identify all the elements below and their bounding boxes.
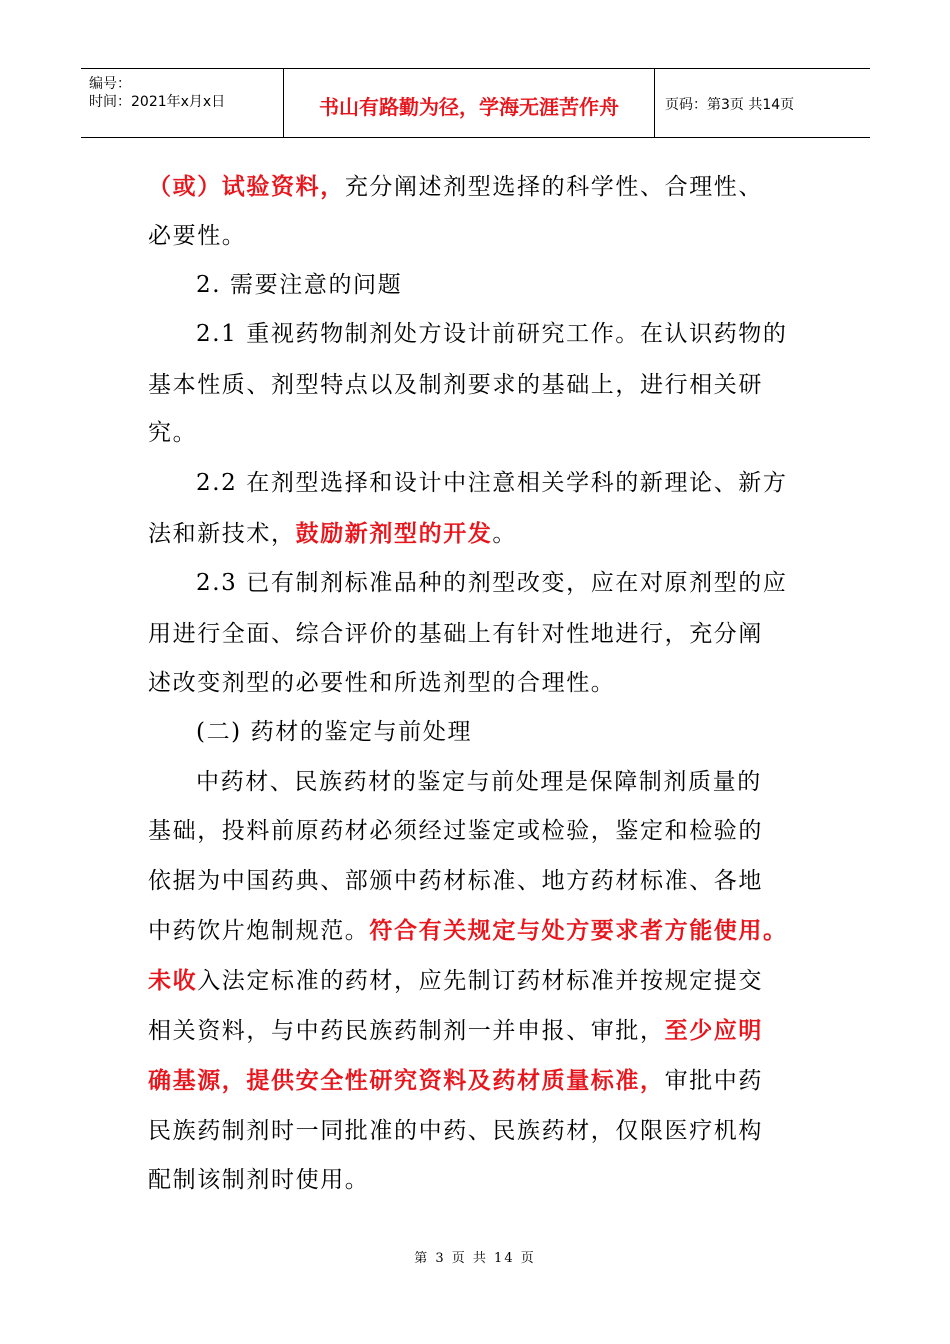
body-text: 2.2 在剂型选择和设计中注意相关学科的新理论、新方 — [196, 470, 788, 496]
text-line — [148, 172, 763, 202]
body-text: 中药材、民族药材的鉴定与前处理是保障制剂质量的 — [196, 769, 762, 795]
body-text: 入法定标准的药材，应先制订药材标准并按规定提交 — [197, 968, 764, 994]
body-text: 审批中药 — [664, 1068, 764, 1094]
header-meta-cell — [81, 69, 284, 137]
text-line — [196, 767, 762, 797]
section-heading — [196, 717, 472, 747]
text-line — [148, 1066, 763, 1096]
text-line — [148, 916, 788, 946]
body-text: 充分阐述剂型选择的科学性、合理性、 — [344, 174, 764, 200]
body-text: 2.1 重视药物制剂处方设计前研究工作。在认识药物的 — [196, 321, 788, 347]
body-text: 述改变剂型的必要性和所选剂型的合理性。 — [148, 670, 616, 696]
body-text: 必要性。 — [148, 223, 247, 249]
body-text: 中药饮片炮制规范。 — [148, 918, 370, 944]
body-text: 法和新技术， — [148, 521, 296, 547]
text-line — [148, 519, 517, 549]
text-line — [148, 866, 763, 896]
body-text: 配制该制剂时使用。 — [148, 1167, 370, 1193]
body-text: 2.3 已有制剂标准品种的剂型改变，应在对原剂型的应 — [196, 570, 788, 596]
code-label: 编号： — [89, 76, 131, 92]
body-text: 究。 — [148, 420, 198, 446]
body-text: 2. 需要注意的问题 — [196, 272, 403, 298]
page-footer: 第 3 页 共 14 页 — [414, 1251, 536, 1266]
body-text: 基本性质、剂型特点以及制剂要求的基础上，进行相关研 — [148, 372, 763, 398]
document-header — [81, 68, 870, 138]
emphasis-text: 未收 — [148, 968, 198, 994]
text-line — [148, 966, 763, 996]
body-text: 用进行全面、综合评价的基础上有针对性地进行，充分阐 — [148, 621, 763, 647]
text-line — [148, 1116, 763, 1146]
header-motto: 书山有路勤为径，学海无涯苦作舟 — [284, 69, 655, 137]
text-line — [196, 568, 788, 598]
body-text: 依据为中国药典、部颁中药材标准、地方药材标准、各地 — [148, 868, 763, 894]
text-line — [148, 418, 197, 448]
text-line — [196, 319, 788, 349]
body-text: 。 — [492, 521, 518, 547]
emphasis-text: 确基源，提供安全性研究资料及药材质量标准， — [148, 1068, 665, 1094]
text-line — [196, 468, 788, 498]
body-text: 基础，投料前原药材必须经过鉴定或检验，鉴定和检验的 — [148, 818, 763, 844]
body-text: (二) 药材的鉴定与前处理 — [196, 719, 473, 745]
header-page-info: 页码：第3页 共14页 — [665, 97, 795, 113]
text-line — [148, 668, 615, 698]
text-line — [148, 1165, 369, 1195]
emphasis-text: 符合有关规定与处方要求者方能使用。 — [369, 918, 788, 944]
text-line — [148, 370, 763, 400]
time-label: 时间：2021年x月x日 — [89, 94, 226, 110]
emphasis-text: 至少应明 — [664, 1018, 764, 1044]
text-line — [148, 221, 246, 251]
body-text: 民族药制剂时一同批准的中药、民族药材，仅限医疗机构 — [148, 1118, 763, 1144]
text-line — [148, 1016, 763, 1046]
emphasis-text: 鼓励新剂型的开发 — [295, 521, 493, 547]
text-line — [148, 816, 763, 846]
section-heading — [196, 270, 402, 300]
emphasis-text: （或）试验资料， — [148, 174, 345, 200]
text-line — [148, 619, 763, 649]
body-text: 相关资料，与中药民族药制剂一并申报、审批， — [148, 1018, 665, 1044]
